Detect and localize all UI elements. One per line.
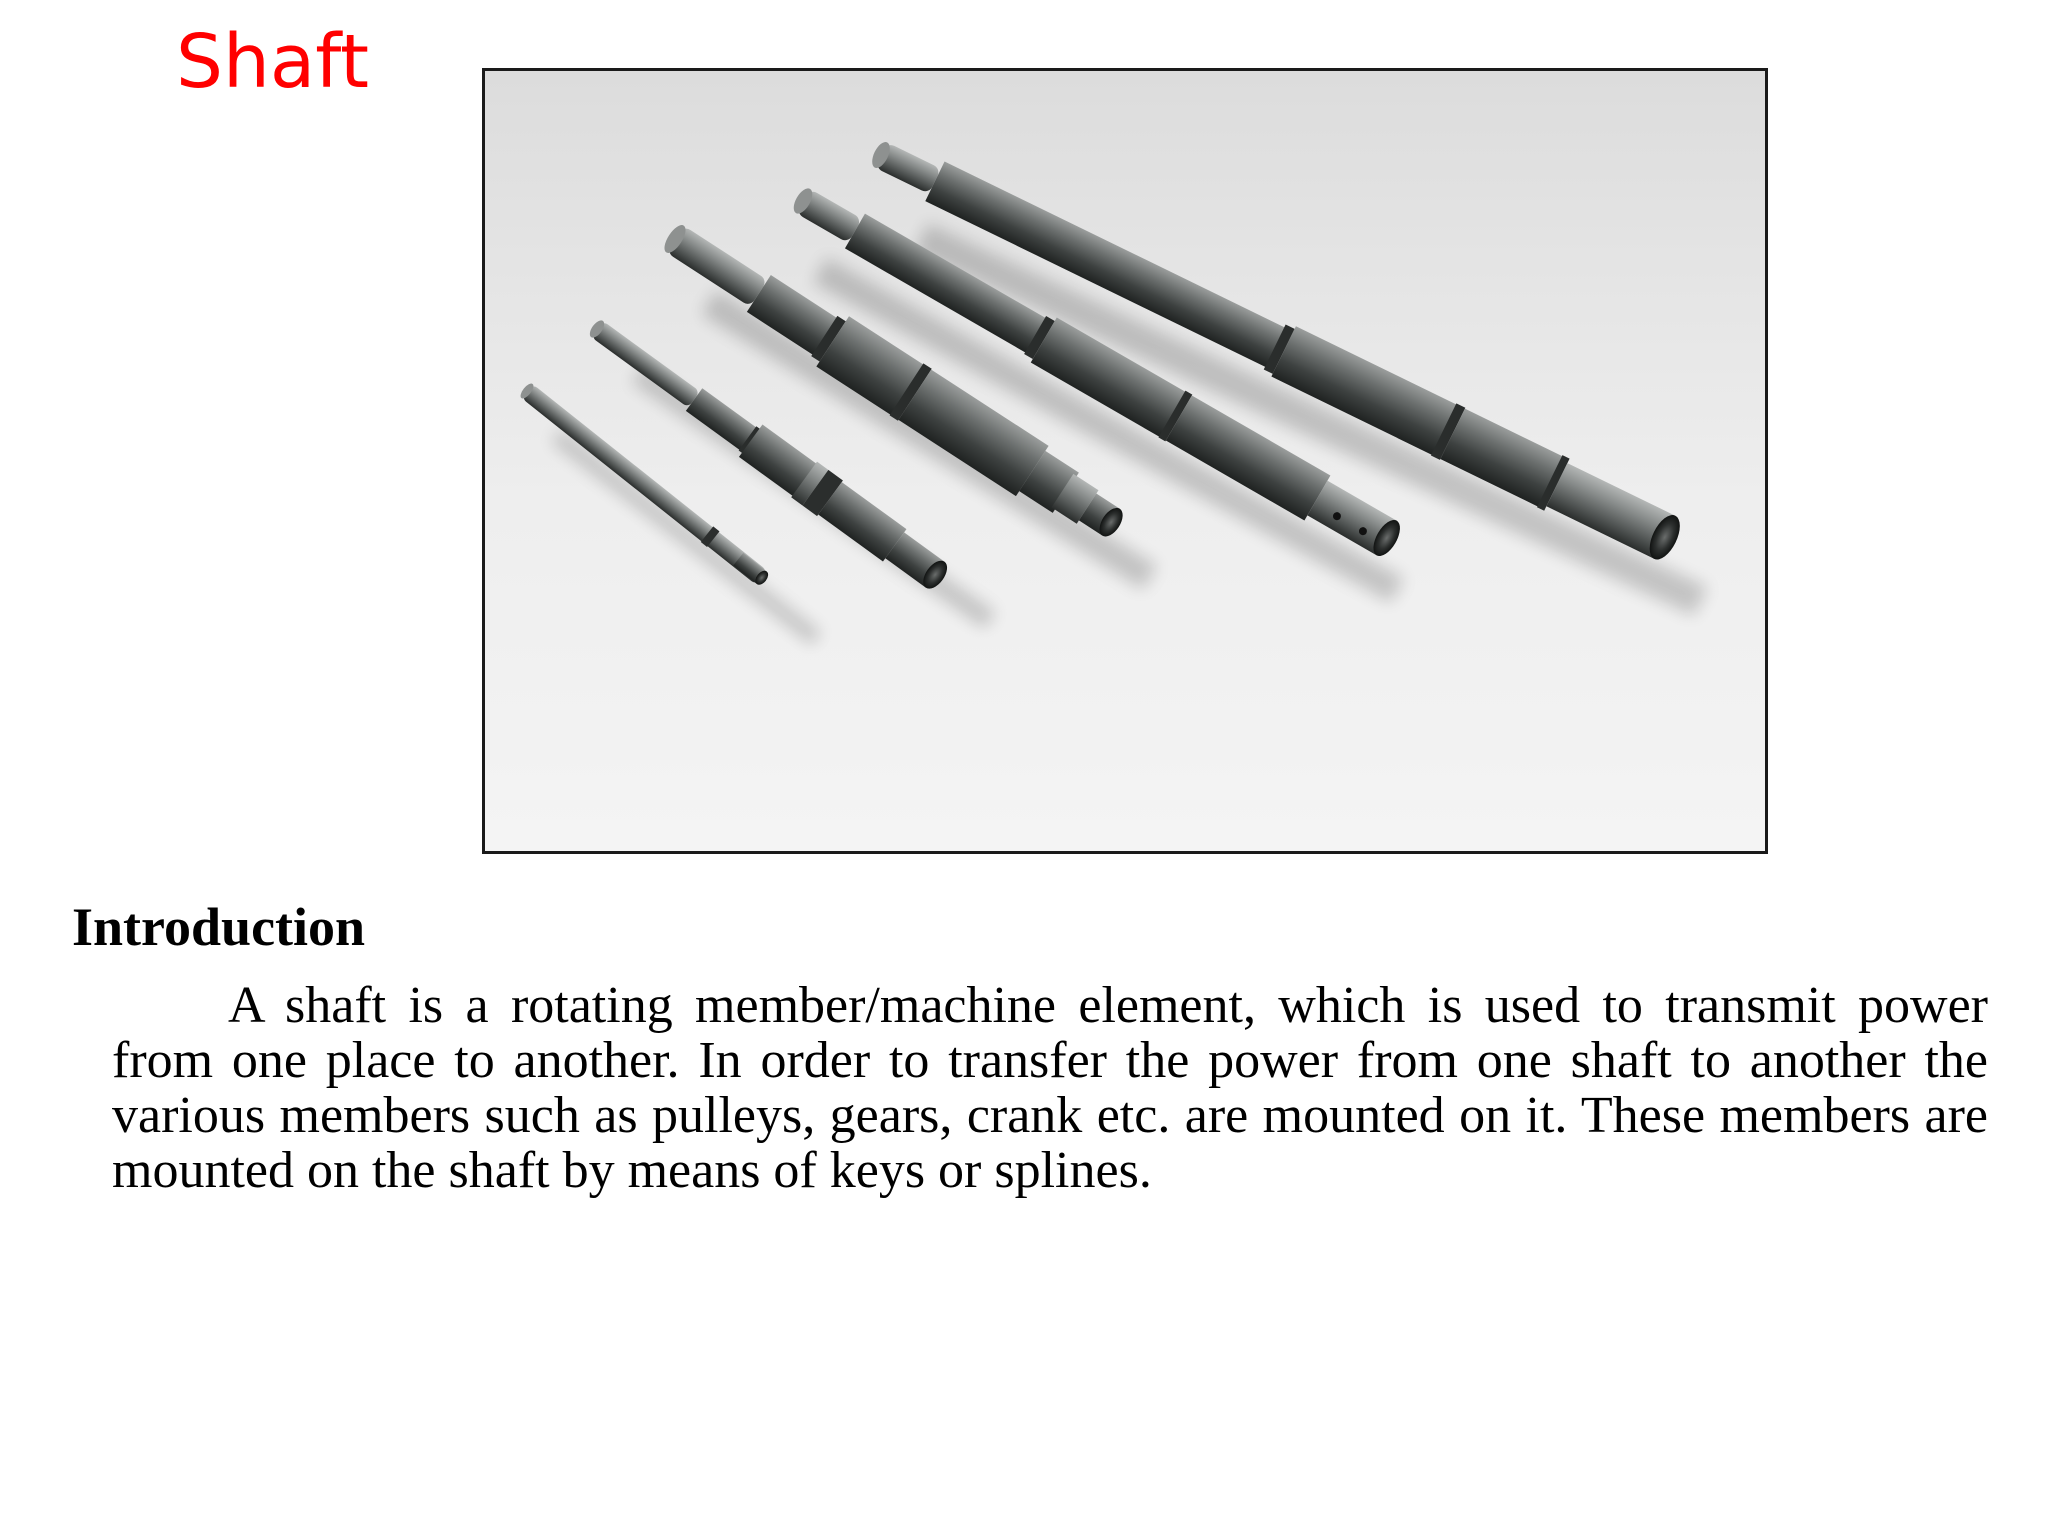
section-heading: Introduction	[72, 897, 366, 957]
shafts-illustration	[485, 71, 1765, 851]
shafts-photo	[482, 68, 1768, 854]
slide-title: Shaft	[176, 19, 369, 105]
intro-paragraph: A shaft is a rotating member/machine element, which is used to transmit power from one place to another. In order to transfer the power from one shaft to another the various members such as pulleys, gears, crank etc. are mounted on it. These members are mounted on the shaft by means of keys or splines.	[112, 977, 1988, 1199]
